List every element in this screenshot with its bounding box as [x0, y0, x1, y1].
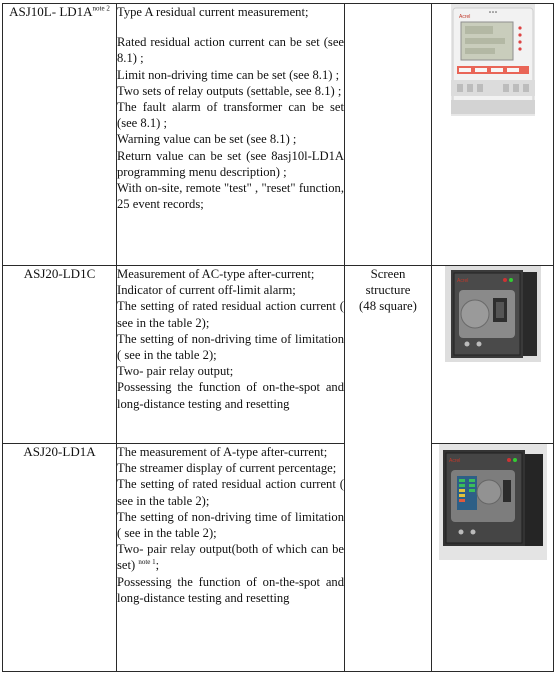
model-name: ASJ20-LD1C: [23, 266, 96, 281]
structure-line: Screen: [370, 267, 406, 281]
feature-text: Warning value can be set (see 8.1) ;: [117, 132, 297, 147]
feature-note: note 1: [138, 558, 156, 567]
model-cell: [3, 266, 117, 444]
feature-text: The fault alarm of transformer can be set (see 8.1) ;: [117, 100, 344, 131]
feature-text: Rated residual action current can be set (see 8.1) ;: [117, 35, 344, 66]
feature-text: Return value can be set (see 8asj10l-LD1A programming menu description) ;: [117, 148, 344, 179]
feature-text: Two sets of relay outputs (settable, see 8.1) ;: [117, 83, 342, 98]
model-note: note 2: [92, 4, 110, 13]
empty-cell: [345, 4, 432, 266]
feature-cell: [117, 266, 345, 444]
brand-logo: Acrel: [458, 14, 470, 20]
asj10l-device-image: [447, 4, 539, 116]
structure-line: (48 square): [359, 299, 417, 313]
feature-text: Two- pair relay output(both of which can be set): [117, 542, 344, 573]
feature-text: The measurement of A-type after-current;: [117, 445, 328, 459]
asj20-ld1c-device-image: [445, 266, 541, 362]
feature-text: The setting of non-driving time of limitation ( see in the table 2);: [117, 509, 344, 541]
product-photo-cell: [432, 4, 554, 266]
product-photo-cell: [432, 444, 554, 672]
model-cell: [3, 4, 117, 266]
feature-text: Possessing the function of on-the-spot and long-distance testing and resetting: [117, 380, 344, 411]
feature-text: The setting of non-driving time of limitation ( see in the table 2);: [117, 331, 344, 363]
feature-text: The setting of rated residual action current ( see in the table 2);: [117, 299, 344, 330]
feature-text: Type A residual current measurement;: [117, 5, 309, 19]
structure-cell: [345, 266, 432, 672]
feature-text: The streamer display of current percentage;: [117, 461, 337, 476]
feature-cell: [117, 4, 345, 266]
table-row: [3, 4, 554, 266]
asj20-ld1a-device-image: [439, 444, 547, 560]
brand-logo: Acrel: [448, 458, 460, 464]
model-name: ASJ20-LD1A: [23, 444, 96, 459]
structure-line: structure: [365, 283, 411, 297]
brand-logo: Acrel: [456, 278, 468, 284]
feature-text: Indicator of current off-limit alarm;: [117, 283, 296, 298]
feature-text: Limit non-driving time can be set (see 8.1) ;: [117, 67, 340, 82]
feature-text: Possessing the function of on-the-spot and long-distance testing and resetting: [117, 574, 344, 605]
feature-text: Two- pair relay output(both of which can be set) $^{note 1}$;: [117, 542, 344, 573]
table-row: [3, 444, 554, 672]
feature-cell: [117, 444, 345, 672]
feature-text: Measurement of AC-type after-current;: [117, 267, 315, 281]
spec-table: [2, 3, 554, 672]
feature-spacer: [117, 20, 344, 34]
product-photo-cell: [432, 266, 554, 444]
feature-text: The setting of rated residual action current ( see in the table 2);: [117, 477, 344, 508]
feature-text: With on-site, remote "test" , "reset" function, 25 event records;: [117, 181, 344, 212]
model-cell: [3, 444, 117, 672]
model-name: ASJ10L- LD1A: [9, 4, 93, 19]
table-row: [3, 266, 554, 444]
feature-text: Two- pair relay output;: [117, 364, 234, 379]
